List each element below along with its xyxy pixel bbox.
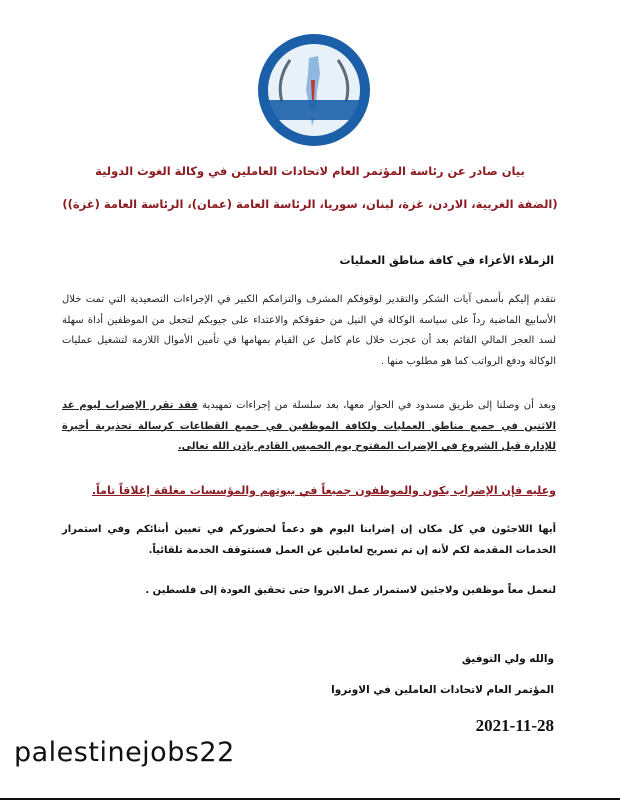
paragraph-thanks: نتقدم إليكم بأسمى آيات الشكر والتقدير لوقوفكم المشرف والتزامكم الكبير في الإجراءات التصعيدية التي تمت خلال الأسابيع الماضية رداً على سياسة الوكالة في النيل من حقوقكم والاعتداء على جيوبكم لتجعل من الموظفين أداة سهلة لسد العجز المالي القائم بعد أن عجزت خلال عام كامل عن القيام بمهامها في تأمين الأموال اللازمة لتشغيل عمليات الوكالة ودفع الرواتب كما هو مطلوب منها . [62,294,556,367]
statement-date: 2021-11-28 [475,716,554,735]
signatory-organization: المؤتمر العام لاتحادات العاملين في الاونروا [331,684,554,696]
paragraph-strike-announcement [62,396,556,458]
paragraph-call-to-action: لنعمل معاً موظفين ولاجئين لاستمرار عمل الانروا حتى تحقيق العودة إلى فلسطين . [145,585,556,596]
paragraph-strike-emphasis: فقد تقرر الإضراب ليوم غد الاثنين في جميع مناطق العمليات ولكافة الموظفين في جميع القطاعات كرسالة تحذيرية أخيرة للإدارة قبل الشروع في الإضراب المفتوح يوم الخميس القادم بإذن الله تعالى. [62,400,556,452]
paragraph-strike-intro: وبعد أن وصلنا إلى طريق مسدود في الحوار معها، بعد سلسلة من إجراءات تمهيدية [197,400,556,411]
union-emblem-logo [254,30,374,150]
statement-subtitle: (الضفة الغربية، الاردن، غزة، لبنان، سوريا، الرئاسة العامة (عمان)، الرئاسة العامة (غزة)) [62,197,558,211]
union-emblem-icon [254,30,374,150]
greeting: الزملاء الأعزاء في كافة مناطق العمليات [339,254,554,267]
paragraph-strike-instructions: وعليه فإن الإضراب يكون والموظفون جميعاً في بيوتهم والمؤسسات مغلقة إغلاقاً تاماً. [91,484,556,497]
statement-title: بيان صادر عن رئاسة المؤتمر العام لاتحادات العاملين في وكالة الغوث الدولية [95,164,525,178]
paragraph-refugees: أيها اللاجئون في كل مكان إن إضرابنا اليوم هو دعماً لحضوركم في تعيين أبنائكم وفي استمرار الخدمات المقدمة لكم لأنه إن تم تسريح لعاملين عن العمل فستتوقف الخدمة تلقائياً. [62,524,556,556]
watermark: palestinejobs22 [14,737,235,768]
closing-line: والله ولي التوفيق [461,653,554,665]
